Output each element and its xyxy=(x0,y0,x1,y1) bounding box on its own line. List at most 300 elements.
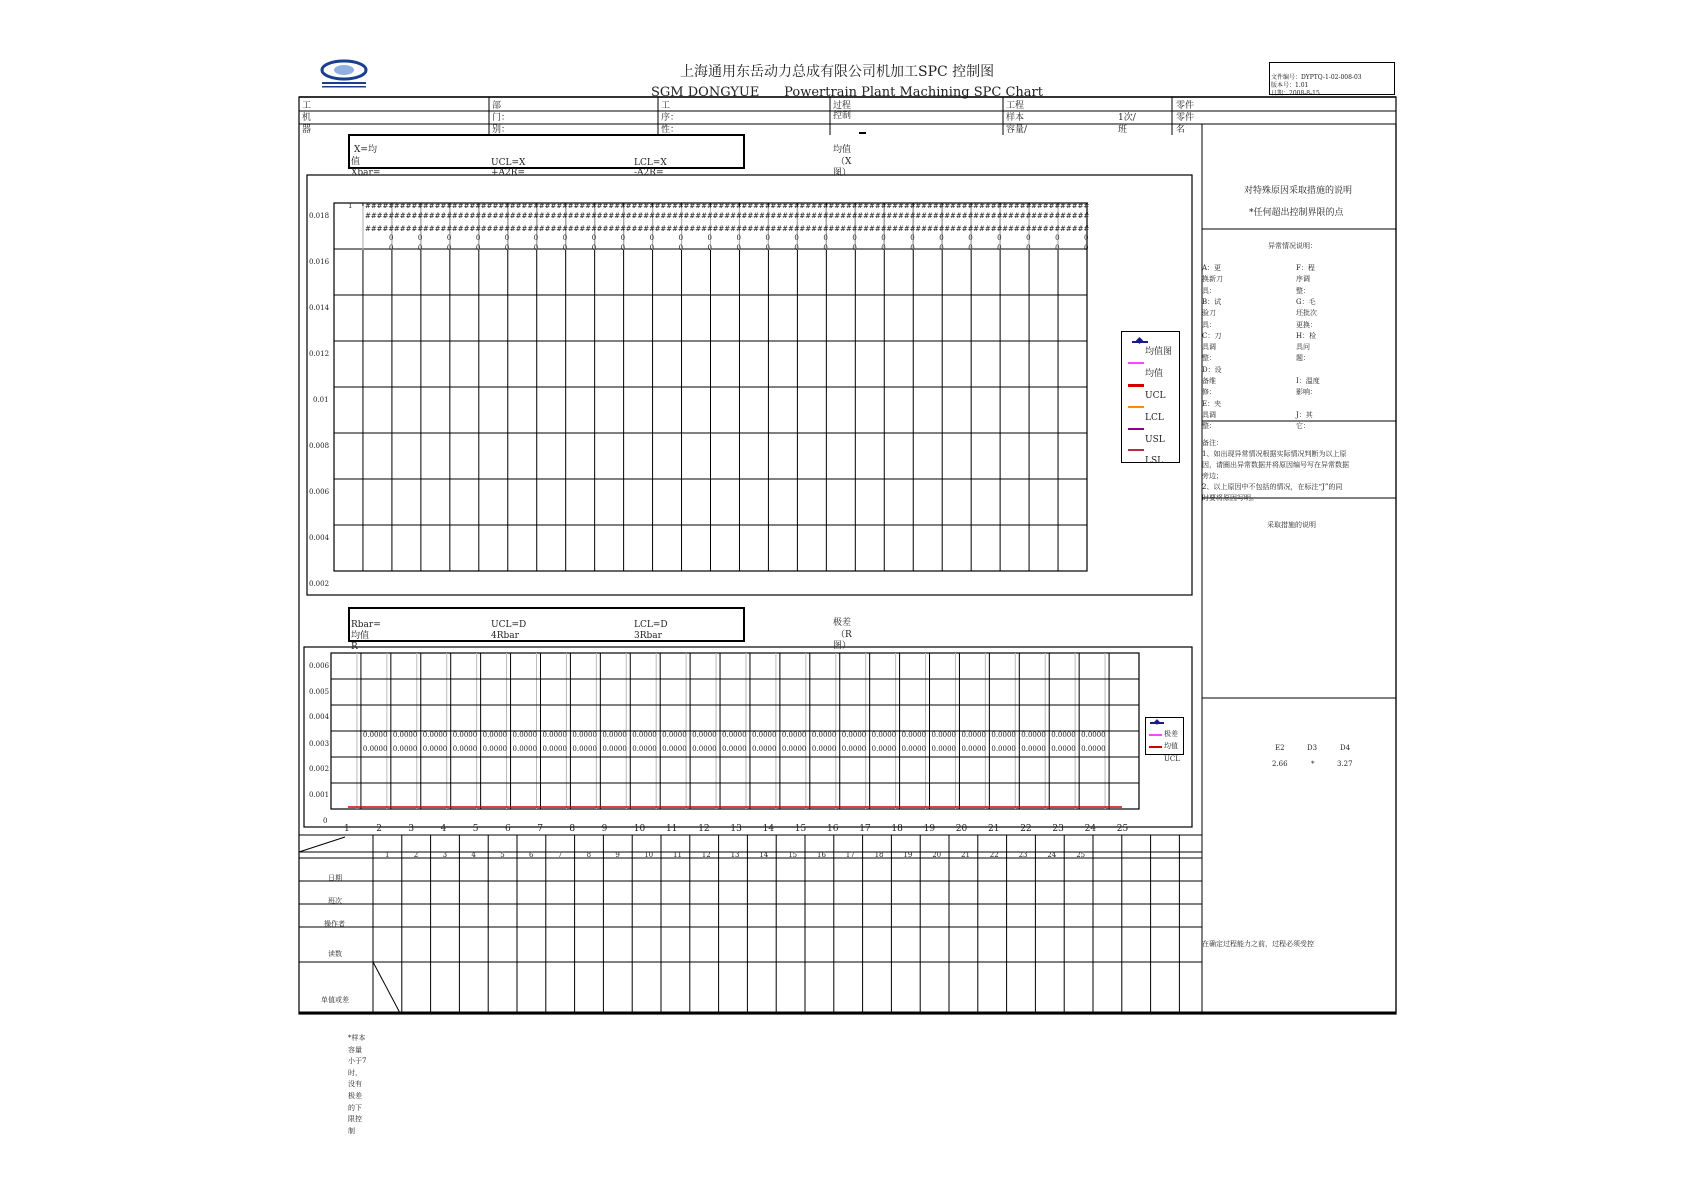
xbar-cell: ##### xyxy=(654,212,684,220)
legend-label: 极差 xyxy=(1164,730,1178,738)
special-cause-note: *任何超出控制界限的点 xyxy=(1249,208,1344,218)
page-title: 上海通用东岳动力总成有限公司机加工SPC 控制图 xyxy=(680,64,995,80)
r-ucl: 4Rbar xyxy=(491,631,519,641)
xbar-cell: 0 xyxy=(881,234,886,242)
legend-swatch-avg xyxy=(1128,362,1144,364)
column-number: 13 xyxy=(730,851,740,859)
xbar-cell: 0 xyxy=(533,244,539,252)
xbar-title: 图） xyxy=(833,168,852,178)
xbar-cell: ##### xyxy=(538,225,569,233)
xbar-cell: ##### xyxy=(973,202,1003,210)
abnormal-item: 整： xyxy=(1296,286,1310,295)
xbar-cell: ##### xyxy=(1031,202,1061,210)
xbar-cell: ##### xyxy=(567,225,598,233)
column-number: 18 xyxy=(874,851,884,859)
xbar-cell: ##### xyxy=(741,225,771,233)
x-tick-label: 25 xyxy=(1116,824,1129,834)
r-cell: 0.0000 xyxy=(542,731,567,739)
x-tick-label: 19 xyxy=(923,824,936,834)
xbar-cell: 0 xyxy=(707,244,712,252)
r-cell: 0.0000 xyxy=(692,745,717,753)
xbar-cell: ##### xyxy=(915,202,945,210)
xbar-label: Xbar= xyxy=(351,168,381,178)
r-cell: 0.0000 xyxy=(422,745,448,753)
y-tick-label: 0.003 xyxy=(309,740,330,748)
r-cell: 0.0000 xyxy=(811,745,837,753)
x-tick-label: 11 xyxy=(666,824,678,834)
xbar-cell: ##### xyxy=(683,202,713,210)
legend-label: UCL xyxy=(1164,755,1180,763)
xbar-label: 值 xyxy=(351,157,361,167)
info-label: 器 xyxy=(302,125,312,135)
info-label: 控制 xyxy=(833,111,852,121)
xbar-lcl: -A2R= xyxy=(634,168,664,178)
r-cell: 0.0000 xyxy=(1051,731,1076,739)
r-cell: 0.0000 xyxy=(781,745,807,753)
legend-swatch-lsl xyxy=(1128,449,1144,451)
y-tick-label: 0.016 xyxy=(309,258,330,266)
xbar-cell: 0 xyxy=(504,234,510,242)
r-cell: 0.0000 xyxy=(781,731,807,739)
xbar-cell: ##### xyxy=(683,212,713,220)
xbar-cell: ##### xyxy=(683,225,713,233)
xbar-cell: 0 xyxy=(1055,244,1060,252)
y-tick-label: 0.004 xyxy=(309,713,330,721)
xbar-cell: ##### xyxy=(422,212,453,220)
xbar-cell: ##### xyxy=(1002,212,1032,220)
xbar-cell: 0 xyxy=(475,244,481,252)
const-value: 2.66 xyxy=(1272,760,1288,768)
r-cell: 0.0000 xyxy=(991,745,1016,753)
xbar-cell: 0 xyxy=(939,244,944,252)
legend-label: UCL xyxy=(1145,391,1166,401)
xbar-cell: 0 xyxy=(678,234,684,242)
legend-swatch-avg xyxy=(1149,746,1162,748)
column-number: 12 xyxy=(701,851,711,859)
xbar-cell: 0 xyxy=(852,244,857,252)
x-tick-label: 21 xyxy=(988,824,1000,834)
column-number: 20 xyxy=(932,851,942,859)
xbar-cell: ##### xyxy=(886,212,916,220)
r-cell: 0.0000 xyxy=(362,745,388,753)
y-tick-label: 0.005 xyxy=(309,688,330,696)
xbar-first-col: 1 xyxy=(348,202,353,210)
abnormal-item: D：设 xyxy=(1202,365,1222,374)
xbar-cell: 0 xyxy=(997,244,1002,252)
xbar-cell: 0 xyxy=(649,234,655,242)
column-number: 10 xyxy=(644,851,654,859)
remark-line: 1、如出现异常情况根据实际情况判断为以上原 xyxy=(1202,450,1347,458)
xbar-cell: ##### xyxy=(567,202,598,210)
r-formula-box xyxy=(348,607,745,652)
xbar-cell: ##### xyxy=(451,202,482,210)
x-tick-label: 7 xyxy=(537,824,543,834)
xbar-cell: ##### xyxy=(509,225,540,233)
abnormal-item: E：夹 xyxy=(1202,399,1222,408)
column-number: 3 xyxy=(442,851,448,859)
info-label: 过程 xyxy=(833,101,852,111)
xbar-cell: 0 xyxy=(1084,234,1089,242)
xbar-title: （X xyxy=(836,157,852,167)
x-tick-label: 24 xyxy=(1084,824,1097,834)
x-tick-label: 6 xyxy=(505,824,511,834)
legend-label: 均值 xyxy=(1164,742,1178,750)
footnote-line: 制 xyxy=(348,1126,355,1135)
info-label: 机 xyxy=(302,113,312,123)
r-cell: 0.0000 xyxy=(632,745,657,753)
y-tick-label: 0.006 xyxy=(309,662,330,670)
r-cell: 0.0000 xyxy=(751,745,777,753)
xbar-cell: 0 xyxy=(910,244,915,252)
xbar-cell: ##### xyxy=(393,225,424,233)
abnormal-item: G：毛 xyxy=(1296,297,1316,306)
xbar-cell: ##### xyxy=(799,212,829,220)
column-number: 25 xyxy=(1076,851,1086,859)
xbar-cell: 0 xyxy=(707,234,712,242)
xbar-cell: ##### xyxy=(857,225,887,233)
remark-line: 因，请圈出异常数据并将原因编号写在异常数据 xyxy=(1202,461,1349,469)
xbar-cell: 0 xyxy=(881,244,886,252)
xbar-cell: ##### xyxy=(741,202,771,210)
r-cell: 0.0000 xyxy=(482,731,508,739)
column-number: 9 xyxy=(615,851,620,859)
r-cell: 0.0000 xyxy=(901,731,927,739)
abnormal-item: 更换： xyxy=(1296,320,1317,329)
column-number: 6 xyxy=(529,851,534,859)
xbar-lcl: LCL=X xyxy=(634,158,667,168)
dash-mark xyxy=(859,132,866,134)
xbar-cell: 0 xyxy=(388,244,394,252)
x-tick-label: 4 xyxy=(440,824,447,834)
info-label: 名 xyxy=(1176,125,1186,135)
info-label: 部 xyxy=(492,101,502,111)
xbar-cell: 0 xyxy=(736,234,741,242)
r-cell: 0.0000 xyxy=(751,731,777,739)
r-cell: 0.0000 xyxy=(722,745,747,753)
xbar-cell: ##### xyxy=(451,212,482,220)
xbar-cell: ##### xyxy=(944,202,974,210)
abnormal-item: H：检 xyxy=(1296,331,1317,340)
row-label-shift: 班次 xyxy=(328,897,342,905)
x-tick-label: 14 xyxy=(762,824,775,834)
footnote-line: 没有 xyxy=(348,1080,362,1089)
row-label-operator: 操作者 xyxy=(324,920,345,928)
abnormal-item: 它： xyxy=(1296,422,1310,431)
column-number: 8 xyxy=(586,851,592,859)
xbar-cell: 0 xyxy=(475,234,481,242)
xbar-cell: ##### xyxy=(567,212,598,220)
xbar-cell: 0 xyxy=(997,234,1002,242)
footnote-line: 小于7 xyxy=(348,1057,367,1066)
abnormal-item: 验刀 xyxy=(1202,309,1216,318)
r-cell: 0.0000 xyxy=(392,745,418,753)
xbar-cell: 0 xyxy=(417,234,423,242)
const-header: D3 xyxy=(1307,744,1318,752)
legend-label: 均值图 xyxy=(1145,347,1173,357)
xbar-cell: ##### xyxy=(509,202,540,210)
abnormal-item: 整： xyxy=(1202,422,1216,431)
r-cell: 0.0000 xyxy=(512,745,538,753)
info-label: 工程 xyxy=(1006,101,1025,111)
xbar-cell: 0 xyxy=(533,234,539,242)
legend-swatch-range xyxy=(1149,734,1162,736)
page-subtitle: SGM DONGYUE Powertrain Plant Machining SPC Chart xyxy=(651,85,1043,100)
abnormal-item: I：温度 xyxy=(1296,377,1320,385)
xbar-cell: ##### xyxy=(770,225,800,233)
xbar-cell: 0 xyxy=(562,244,568,252)
column-number: 17 xyxy=(845,851,855,859)
r-cell: 0.0000 xyxy=(392,731,418,739)
r-lcl: 3Rbar xyxy=(634,631,662,641)
xbar-cell: ##### xyxy=(480,202,511,210)
r-label: Rbar= xyxy=(351,620,381,630)
xbar-cell: ##### xyxy=(480,212,511,220)
r-legend xyxy=(1145,717,1184,763)
r-cell: 0.0000 xyxy=(662,731,687,739)
legend-swatch-lcl xyxy=(1128,406,1144,408)
r-label: R xyxy=(351,642,358,652)
r-cell: 0.0000 xyxy=(931,745,957,753)
xbar-cell: ##### xyxy=(915,225,945,233)
process-note: 在确定过程能力之前，过程必须受控 xyxy=(1202,940,1314,948)
xbar-cell: ##### xyxy=(393,202,424,210)
x-tick-label: 8 xyxy=(569,824,576,834)
const-value: * xyxy=(1311,760,1315,768)
r-cell: 0.0000 xyxy=(542,745,567,753)
xbar-cell: 0 xyxy=(765,244,770,252)
xbar-cell: 0 xyxy=(678,244,684,252)
xbar-label: X=均 xyxy=(354,145,377,155)
xbar-cell: 0 xyxy=(620,244,626,252)
x-tick-label: 20 xyxy=(955,824,968,834)
r-cell: 0.0000 xyxy=(931,731,957,739)
r-cell: 0.0000 xyxy=(362,731,388,739)
xbar-cell: ##### xyxy=(1060,202,1090,210)
grid-line xyxy=(373,962,400,1013)
abnormal-item: F：程 xyxy=(1296,264,1315,272)
abnormal-item: 具问 xyxy=(1296,343,1310,352)
abnormal-item: C：刀 xyxy=(1202,331,1222,340)
r-cell: 0.0000 xyxy=(512,731,538,739)
r-cell: 0.0000 xyxy=(572,731,597,739)
xbar-cell: ##### xyxy=(538,212,569,220)
info-label: 零件 xyxy=(1176,101,1195,111)
r-cell: 0.0000 xyxy=(722,731,747,739)
xbar-cell: ##### xyxy=(770,202,800,210)
xbar-cell: ##### xyxy=(1060,225,1090,233)
xbar-cell: 0 xyxy=(591,234,597,242)
xbar-cell: ##### xyxy=(596,225,626,233)
xbar-cell: ##### xyxy=(538,202,569,210)
xbar-cell: ##### xyxy=(770,212,800,220)
xbar-cell: ##### xyxy=(973,212,1003,220)
xbar-cell: ##### xyxy=(1031,212,1061,220)
doc-date: 日期：2008-8-15 xyxy=(1271,90,1320,97)
row-label-readings: 读数 xyxy=(328,950,342,958)
xbar-cell: 0 xyxy=(1026,234,1031,242)
xbar-cell: ##### xyxy=(625,212,655,220)
info-label: 别： xyxy=(492,125,511,135)
xbar-cell: 0 xyxy=(968,244,973,252)
x-tick-label: 2 xyxy=(376,824,382,834)
r-cell: 0.0000 xyxy=(841,745,867,753)
abnormal-item: 备维 xyxy=(1202,377,1216,385)
y-tick-label: 0.018 xyxy=(309,212,330,220)
column-number: 14 xyxy=(759,851,769,859)
xbar-cell: ##### xyxy=(364,202,395,210)
r-cell: 0.0000 xyxy=(1051,745,1076,753)
xbar-cell: ##### xyxy=(973,225,1003,233)
y-tick-label: 0.004 xyxy=(309,534,330,542)
xbar-cell: 0 xyxy=(591,244,597,252)
column-number: 11 xyxy=(673,851,682,859)
xbar-cell: ##### xyxy=(1031,225,1061,233)
y-tick-label: 0.001 xyxy=(309,791,330,799)
column-number: 5 xyxy=(500,851,505,859)
remark-line: 时要将原因写明。 xyxy=(1202,494,1258,502)
r-cell: 0.0000 xyxy=(602,731,627,739)
xbar-cell: ##### xyxy=(886,225,916,233)
r-cell: 0.0000 xyxy=(961,731,986,739)
r-cell: 0.0000 xyxy=(632,731,657,739)
column-number: 16 xyxy=(817,851,826,859)
xbar-cell: 0 xyxy=(1055,234,1060,242)
r-cell: 0.0000 xyxy=(452,731,478,739)
xbar-cell: 0 xyxy=(794,234,799,242)
xbar-cell: 0 xyxy=(939,234,944,242)
xbar-cell: 0 xyxy=(852,234,857,242)
x-tick-label: 15 xyxy=(794,824,807,834)
abnormal-item: 修： xyxy=(1202,388,1216,397)
r-cell: 0.0000 xyxy=(572,745,597,753)
abnormal-item: 换新刀 xyxy=(1202,275,1223,284)
column-number: 7 xyxy=(557,851,563,859)
measures-title: 采取措施的说明 xyxy=(1267,521,1316,529)
r-cell: 0.0000 xyxy=(1081,745,1106,753)
xbar-cell: ##### xyxy=(857,212,887,220)
xbar-cell: 0 xyxy=(649,244,655,252)
xbar-cell: ##### xyxy=(393,212,424,220)
x-tick-label: 5 xyxy=(472,824,479,834)
xbar-cell: 0 xyxy=(823,244,828,252)
x-tick-label: 23 xyxy=(1052,824,1064,834)
r-lcl: LCL=D xyxy=(634,620,668,630)
xbar-title: 均值 xyxy=(833,145,852,155)
legend-label: LSL xyxy=(1145,456,1164,466)
xbar-cell: 0 xyxy=(765,234,770,242)
r-cell: 0.0000 xyxy=(841,731,867,739)
xbar-cell: ##### xyxy=(422,225,453,233)
xbar-formula-box xyxy=(348,134,745,178)
xbar-cell: ##### xyxy=(828,202,858,210)
column-number: 4 xyxy=(471,851,476,859)
row-label-single: 单值或差 xyxy=(321,996,349,1004)
legend-label: LCL xyxy=(1145,413,1164,423)
x-tick-label: 3 xyxy=(408,824,415,834)
abnormal-item: 题： xyxy=(1296,354,1310,363)
doc-version: 版本号：1.01 xyxy=(1271,82,1309,89)
xbar-cell: ##### xyxy=(799,225,829,233)
legend-swatch-ucl xyxy=(1128,384,1144,387)
column-number: 23 xyxy=(1018,851,1028,859)
info-label: 样本 xyxy=(1006,113,1025,123)
r-cell: 0.0000 xyxy=(662,745,687,753)
xbar-cell: ##### xyxy=(625,225,655,233)
xbar-legend xyxy=(1121,331,1180,466)
abnormal-title: 异常情况说明： xyxy=(1268,242,1317,250)
xbar-cell: ##### xyxy=(596,212,626,220)
xbar-cell: 0 xyxy=(446,244,452,252)
xbar-cell: ##### xyxy=(712,225,742,233)
r-cell: 0.0000 xyxy=(1081,731,1106,739)
special-cause-title: 对特殊原因采取措施的说明 xyxy=(1244,186,1353,196)
r-title: （R xyxy=(836,630,852,640)
r-label: 均值 xyxy=(351,631,370,641)
legend-label: 均值 xyxy=(1145,369,1164,379)
r-cell: 0.0000 xyxy=(422,731,448,739)
y-tick-label: 0.008 xyxy=(309,442,330,450)
remark-line: 旁边； xyxy=(1202,472,1223,480)
const-header: D4 xyxy=(1340,744,1351,752)
r-cell: 0.0000 xyxy=(482,745,508,753)
xbar-cell: 0 xyxy=(504,244,510,252)
x-tick-label: 1 xyxy=(344,824,350,834)
xbar-cell: ##### xyxy=(828,212,858,220)
y-tick-label: 0.012 xyxy=(309,350,330,358)
xbar-cell: ##### xyxy=(799,202,829,210)
xbar-cell: ##### xyxy=(422,202,453,210)
r-title: 图） xyxy=(833,641,852,651)
column-number: 24 xyxy=(1047,851,1057,859)
xbar-cell: ##### xyxy=(364,212,395,220)
xbar-cell: ##### xyxy=(625,202,655,210)
r-ucl: UCL=D xyxy=(491,620,527,630)
const-header: E2 xyxy=(1275,744,1285,752)
info-label: 班 xyxy=(1118,125,1128,135)
r-title: 极差 xyxy=(833,618,852,628)
abnormal-item: 具调 xyxy=(1202,343,1216,352)
info-label: 序： xyxy=(661,113,680,123)
abnormal-item: 具调 xyxy=(1202,410,1216,419)
y-tick-label: 0.014 xyxy=(309,304,330,312)
r-cell: 0.0000 xyxy=(871,731,897,739)
xbar-cell: ##### xyxy=(451,225,482,233)
r-cell: 0.0000 xyxy=(871,745,897,753)
xbar-cell: 0 xyxy=(620,234,626,242)
column-number: 2 xyxy=(413,851,419,859)
xbar-cell: 0 xyxy=(1084,244,1089,252)
column-number: 1 xyxy=(385,851,390,859)
abnormal-item: B：试 xyxy=(1202,297,1222,306)
footnote-line: *样本 xyxy=(348,1034,366,1042)
x-tick-label: 9 xyxy=(601,824,608,834)
xbar-cell: ##### xyxy=(1002,202,1032,210)
xbar-cell: ##### xyxy=(828,225,858,233)
doc-number: 文件编号：DYPTQ-1-02-008-03 xyxy=(1271,74,1362,81)
abnormal-item: J：其 xyxy=(1296,410,1313,419)
info-label: 容量/ xyxy=(1006,125,1028,135)
xbar-cell: ##### xyxy=(944,212,974,220)
abnormal-item: 具： xyxy=(1202,286,1216,295)
r-cell: 0.0000 xyxy=(991,731,1016,739)
y-tick-label: 0.002 xyxy=(309,580,330,588)
xbar-cell: 0 xyxy=(910,234,915,242)
xbar-cell: ##### xyxy=(364,225,395,233)
xbar-cell: 0 xyxy=(794,244,799,252)
row-label-date: 日期 xyxy=(328,874,342,882)
footnote-line: 限控 xyxy=(348,1115,362,1124)
xbar-cell: ##### xyxy=(741,212,771,220)
